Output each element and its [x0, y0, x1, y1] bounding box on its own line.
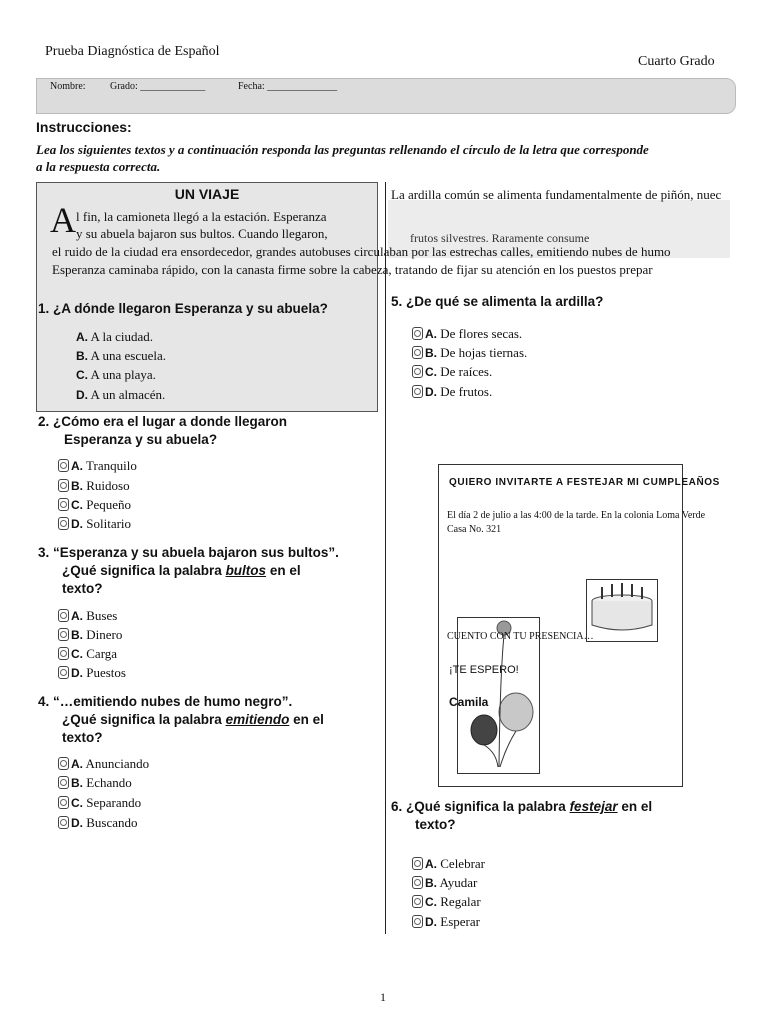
q4-option-a[interactable] — [58, 754, 149, 774]
page-number: 1 — [380, 990, 386, 1004]
name-field-label[interactable]: Nombre: — [50, 81, 86, 92]
q6-option-b[interactable] — [412, 873, 477, 893]
q4-line-3: texto? — [62, 730, 103, 745]
q5-option-a[interactable] — [412, 324, 522, 344]
q3-line-2: ¿Qué significa la palabra bultos en el — [62, 563, 301, 578]
question-6 — [391, 798, 652, 834]
birthday-cake-image — [586, 579, 658, 642]
instructions-line-2: a la respuesta correcta. — [36, 159, 161, 174]
q6-option-text: Ayudar — [439, 875, 478, 890]
q3-option-letter: A. — [71, 609, 83, 623]
q5-option-text: De raíces. — [440, 364, 493, 379]
q1-option-letter: B. — [76, 349, 88, 363]
q1-option-a[interactable] — [76, 327, 153, 347]
q1-option-d[interactable] — [76, 385, 165, 405]
q4-option-text: Anunciando — [85, 756, 150, 771]
answer-bubble-icon[interactable] — [412, 327, 423, 340]
answer-bubble-icon[interactable] — [58, 816, 69, 829]
q4-option-text: Separando — [86, 795, 142, 810]
q2-option-a[interactable] — [58, 456, 137, 476]
answer-bubble-icon[interactable] — [412, 915, 423, 928]
q6-line-1: 6. ¿Qué significa la palabra festejar en el — [391, 799, 653, 814]
grade-label: Cuarto Grado — [638, 54, 715, 69]
story-line-3: el ruido de la ciudad era ensordecedor, grandes autobuses circulaban por las estrechas calles, emitiendo nubes de humo — [52, 244, 671, 259]
q3-option-text: Dinero — [86, 627, 123, 642]
q5-option-d[interactable] — [412, 382, 492, 402]
q1-option-letter: A. — [76, 330, 88, 344]
q3-line-1: 3. “Esperanza y su abuela bajaron sus bultos”. — [38, 545, 339, 560]
answer-bubble-icon[interactable] — [58, 796, 69, 809]
q3-option-text: Carga — [86, 646, 118, 661]
instructions-text — [36, 141, 736, 175]
q3-line-3: texto? — [62, 581, 103, 596]
ardilla-line-2: frutos silvestres. Raramente consume — [410, 231, 590, 245]
q1-option-text: A una escuela. — [90, 348, 166, 363]
answer-bubble-icon[interactable] — [58, 498, 69, 511]
invitation-details-line-2: Casa No. 321 — [447, 524, 502, 535]
date-field-label[interactable]: Fecha: ______________ — [238, 81, 338, 92]
q2-option-letter: B. — [71, 479, 83, 493]
answer-bubble-icon[interactable] — [58, 517, 69, 530]
question-4 — [38, 693, 324, 747]
q2-option-text: Ruidoso — [86, 478, 130, 493]
q1-option-c[interactable] — [76, 365, 156, 385]
q3-option-letter: B. — [71, 628, 83, 642]
answer-bubble-icon[interactable] — [58, 776, 69, 789]
q3-option-text: Buses — [86, 608, 118, 623]
q3-option-letter: C. — [71, 647, 83, 661]
q4-option-letter: D. — [71, 816, 83, 830]
q6-option-a[interactable] — [412, 854, 485, 874]
q5-option-letter: B. — [425, 346, 437, 360]
answer-bubble-icon[interactable] — [412, 857, 423, 870]
instructions-line-1: Lea los siguientes textos y a continuación responda las preguntas rellenando el círculo de la letra que corresponde — [36, 142, 649, 157]
q6-option-d[interactable] — [412, 912, 480, 932]
q2-option-text: Pequeño — [86, 497, 132, 512]
answer-bubble-icon[interactable] — [412, 385, 423, 398]
q6-option-text: Esperar — [440, 914, 480, 929]
q4-option-letter: C. — [71, 796, 83, 810]
q1-option-text: A un almacén. — [90, 387, 166, 402]
answer-bubble-icon[interactable] — [412, 895, 423, 908]
invitation-presence: CUENTO CON TU PRESENCIA… — [447, 631, 594, 642]
question-2 — [38, 413, 287, 449]
answer-bubble-icon[interactable] — [58, 628, 69, 641]
instructions-heading: Instrucciones: — [36, 119, 132, 135]
q4-option-b[interactable] — [58, 773, 132, 793]
invitation-wait: ¡TE ESPERO! — [449, 664, 519, 676]
invitation-details-line-1: El día 2 de julio a las 4:00 de la tarde. En la colonia Loma Verde — [447, 510, 706, 521]
answer-bubble-icon[interactable] — [412, 365, 423, 378]
q4-option-letter: A. — [71, 757, 83, 771]
answer-bubble-icon[interactable] — [412, 876, 423, 889]
q2-option-d[interactable] — [58, 514, 131, 534]
q2-option-text: Tranquilo — [86, 458, 137, 473]
q3-option-d[interactable] — [58, 663, 126, 683]
answer-bubble-icon[interactable] — [412, 346, 423, 359]
q6-line-2: texto? — [415, 817, 456, 832]
story-title: UN VIAJE — [174, 186, 240, 202]
q2-option-letter: A. — [71, 459, 83, 473]
q2-option-letter: C. — [71, 498, 83, 512]
invitation-title: QUIERO INVITARTE A FESTEJAR MI CUMPLEAÑOS — [449, 477, 720, 488]
question-3 — [38, 544, 339, 598]
answer-bubble-icon[interactable] — [58, 757, 69, 770]
q2-line-1: 2. ¿Cómo era el lugar a donde llegaron — [38, 414, 288, 429]
answer-bubble-icon[interactable] — [58, 479, 69, 492]
student-info-bar — [36, 78, 736, 114]
q3-option-b[interactable] — [58, 625, 122, 645]
q4-option-d[interactable] — [58, 813, 138, 833]
q5-option-letter: A. — [425, 327, 437, 341]
q6-option-letter: B. — [425, 876, 437, 890]
q6-option-letter: D. — [425, 915, 437, 929]
story-line-1: l fin, la camioneta llegó a la estación. Esperanza — [76, 209, 327, 224]
q4-option-c[interactable] — [58, 793, 141, 813]
q1-option-text: A la ciudad. — [90, 329, 154, 344]
story-line-2: y su abuela bajaron sus bultos. Cuando llegaron, — [76, 226, 328, 241]
test-title: Prueba Diagnóstica de Español — [45, 44, 220, 59]
q6-option-c[interactable] — [412, 892, 481, 912]
column-divider — [385, 182, 386, 934]
q6-option-letter: A. — [425, 857, 437, 871]
q6-option-text: Celebrar — [440, 856, 486, 871]
q3-keyword: bultos — [225, 563, 267, 578]
answer-bubble-icon[interactable] — [58, 459, 69, 472]
answer-bubble-icon[interactable] — [58, 609, 69, 622]
q3-option-a[interactable] — [58, 606, 117, 626]
q1-option-letter: D. — [76, 388, 88, 402]
q4-line-2: ¿Qué significa la palabra emitiendo en el — [62, 712, 324, 727]
q3-option-text: Puestos — [86, 665, 126, 680]
q2-option-b[interactable] — [58, 476, 130, 496]
q2-option-text: Solitario — [86, 516, 132, 531]
invitation-name: Camila — [449, 695, 489, 709]
q2-option-letter: D. — [71, 517, 83, 531]
q5-option-text: De flores secas. — [440, 326, 523, 341]
answer-bubble-icon[interactable] — [58, 666, 69, 679]
q4-option-letter: B. — [71, 776, 83, 790]
q6-option-text: Regalar — [440, 894, 481, 909]
q3-option-c[interactable] — [58, 644, 117, 664]
q4-keyword: emitiendo — [225, 712, 290, 727]
story-drop-cap: A — [50, 200, 76, 240]
q1-option-b[interactable] — [76, 346, 166, 366]
q5-option-c[interactable] — [412, 362, 492, 382]
invitation-details — [447, 509, 705, 537]
q1-option-letter: C. — [76, 368, 88, 382]
grade-field-label[interactable]: Grado: _____________ — [110, 81, 206, 92]
q5-option-text: De hojas tiernas. — [440, 345, 528, 360]
answer-bubble-icon[interactable] — [58, 647, 69, 660]
q2-line-2: Esperanza y su abuela? — [64, 432, 218, 447]
q6-option-letter: C. — [425, 895, 437, 909]
q5-option-b[interactable] — [412, 343, 527, 363]
q5-option-letter: C. — [425, 365, 437, 379]
q5-option-text: De frutos. — [440, 384, 493, 399]
q1-option-text: A una playa. — [90, 367, 156, 382]
q4-line-1: 4. “…emitiendo nubes de humo negro”. — [38, 694, 293, 709]
q5-option-letter: D. — [425, 385, 437, 399]
story-line-4: Esperanza caminaba rápido, con la canasta firme sobre la cabeza, tratando de fijar su atención en los puestos prepar — [52, 262, 653, 277]
q3-option-letter: D. — [71, 666, 83, 680]
question-1: 1. ¿A dónde llegaron Esperanza y su abuela? — [38, 301, 328, 316]
ardilla-line-1: La ardilla común se alimenta fundamentalmente de piñón, nuec — [391, 187, 722, 202]
q4-option-text: Echando — [86, 775, 132, 790]
q2-option-c[interactable] — [58, 495, 131, 515]
question-5: 5. ¿De qué se alimenta la ardilla? — [391, 294, 604, 309]
q6-keyword: festejar — [569, 799, 618, 814]
q4-option-text: Buscando — [86, 815, 138, 830]
